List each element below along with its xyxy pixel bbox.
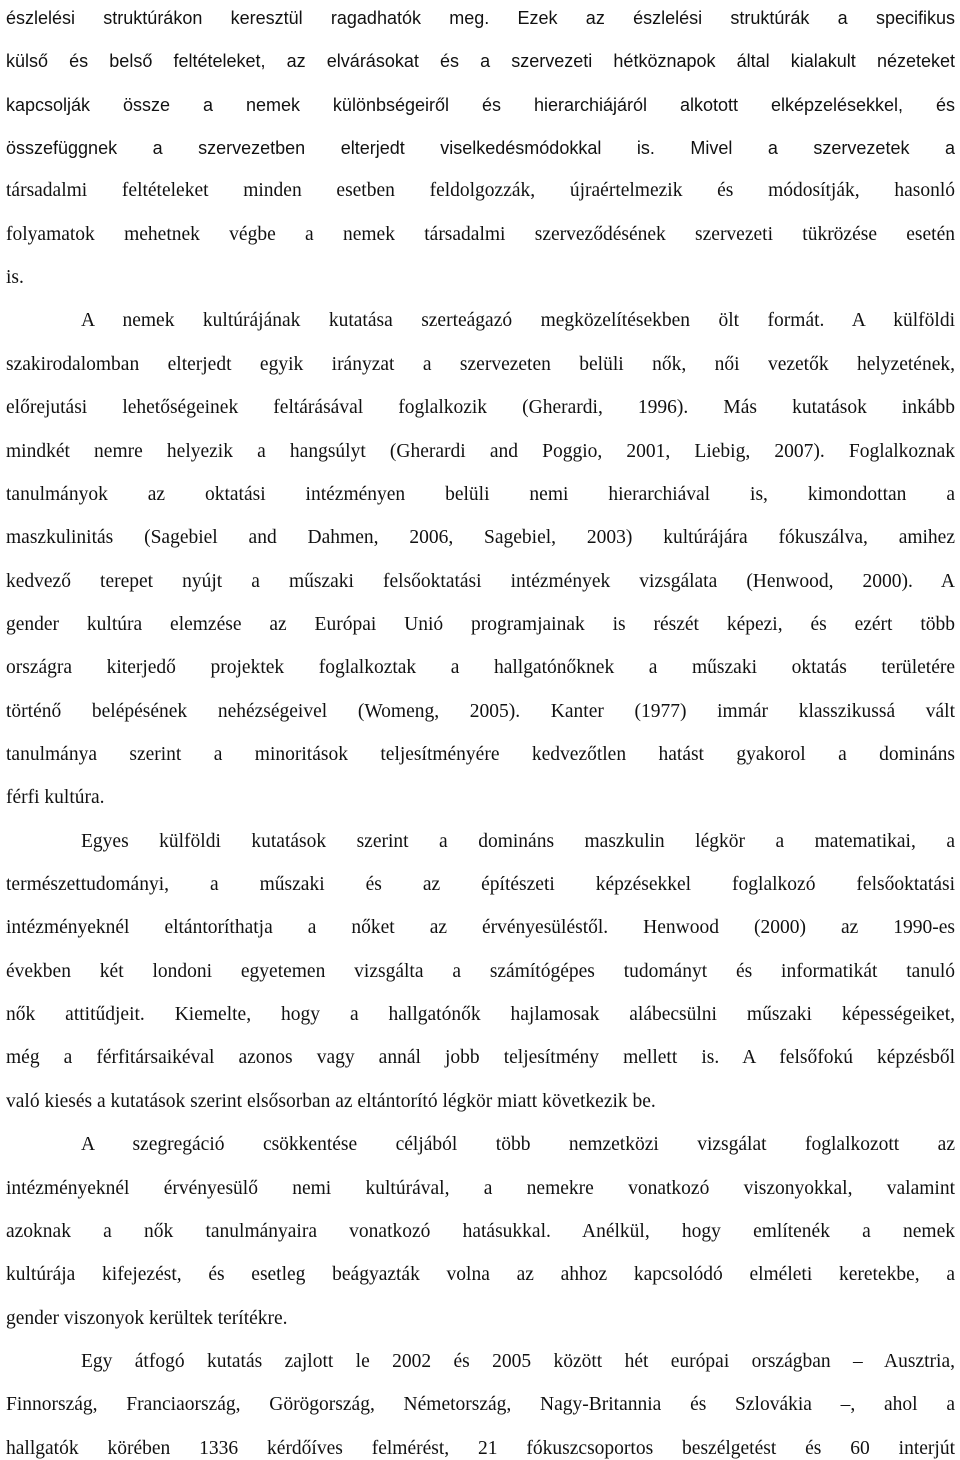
paragraph-first-line: Egyes külföldi kutatások szerint a domináns maszkulin légkör a matematikai, a [81, 830, 955, 852]
text-line: való kiesés a kutatások szerint elsősorban az eltántorító légkör miatt következik be. [6, 1090, 656, 1112]
text-line: természettudományi, a műszaki és az építészeti képzésekkel foglalkozó felsőoktatási [6, 874, 955, 895]
text-line: Finnország, Franciaország, Görögország, Németország, Nagy-Britannia és Szlovákia –, ahol a [6, 1394, 955, 1416]
text-line: években két londoni egyetemen vizsgálta a számítógépes tudományt és informatikát tanuló [6, 960, 955, 982]
text-line: tanulmánya szerint a minoritások teljesítményére kedvezőtlen hatást gyakorol a domináns [6, 744, 955, 765]
paragraph-first-line: A nemek kultúrájának kutatása szerteágazó megközelítésekben ölt formát. A külföldi [81, 310, 955, 332]
text-line: azoknak a nők tanulmányaira vonatkozó hatásukkal. Anélkül, hogy említenék a nemek [6, 1220, 955, 1242]
text-line: gender kultúra elemzése az Európai Unió programjainak is részét képezi, és ezért több [6, 613, 955, 635]
text-line: még a férfitársaikéval azonos vagy annál jobb teljesítmény mellett is. A felsőfokú képzésből [6, 1047, 955, 1069]
text-line: szakirodalomban elterjedt egyik irányzat a szervezeten belüli nők, női vezetők helyzetének, [6, 353, 955, 375]
text-line: is. [6, 267, 24, 289]
text-line: nők attitűdjeit. Kiemelte, hogy a hallgatónők hajlamosak alábecsülni műszaki képességeiket, [6, 1004, 955, 1026]
paragraph-first-line: A szegregáció csökkentése céljából több nemzetközi vizsgálat foglalkozott az [81, 1134, 955, 1156]
text-line: észlelési struktúrákon keresztül ragadhatók meg. Ezek az észlelési struktúrák a specifikus [6, 8, 955, 28]
text-line: intézményeknél eltántoríthatja a nőket az érvényesüléstől. Henwood (2000) az 1990-es [6, 917, 955, 939]
text-line: gender viszonyok kerültek terítékre. [6, 1307, 288, 1329]
text-line: kedvező terepet nyújt a műszaki felsőoktatási intézmények vizsgálata (Henwood, 2000). A [6, 570, 955, 592]
text-line: maszkulinitás (Sagebiel and Dahmen, 2006, Sagebiel, 2003) kultúrájára fókuszálva, amihez [6, 527, 955, 549]
text-line: előrejutási lehetőségeinek feltárásával foglalkozik (Gherardi, 1996). Más kutatások inkább [6, 397, 955, 419]
text-line: intézményeknél érvényesülő nemi kultúrával, a nemekre vonatkozó viszonyokkal, valamint [6, 1177, 955, 1199]
text-line: kapcsolják össze a nemek különbségeiről és hierarchiájáról alkotott elképzelésekkel, és [6, 94, 955, 115]
text-line: összefüggnek a szervezetben elterjedt viselkedésmódokkal is. Mivel a szervezetek a [6, 138, 955, 159]
text-line: mindkét nemre helyezik a hangsúlyt (Gherardi and Poggio, 2001, Liebig, 2007). Foglalkoznak [6, 440, 955, 462]
text-line: hallgatók körében 1336 kérdőíves felmérést, 21 fókuszcsoportos beszélgetést és 60 interjút [6, 1437, 955, 1459]
text-line: országra kiterjedő projektek foglalkoztak a hallgatónőknek a műszaki oktatás területére [6, 657, 955, 679]
text-line: férfi kultúra. [6, 787, 105, 809]
text-line: folyamatok mehetnek végbe a nemek társadalmi szerveződésének szervezeti tükrözése esetén [6, 223, 955, 245]
text-line: történő belépésének nehézségeivel (Womeng, 2005). Kanter (1977) immár klasszikussá vált [6, 700, 955, 722]
text-line: társadalmi feltételeket minden esetben feldolgozzák, újraértelmezik és módosítják, hasonló [6, 180, 955, 202]
text-line: külső és belső feltételeket, az elvárásokat és a szervezeti hétköznapok által kialakult nézeteket [6, 51, 955, 72]
text-line: tanulmányok az oktatási intézményen belüli nemi hierarchiával is, kimondottan a [6, 483, 955, 505]
paragraph-first-line: Egy átfogó kutatás zajlott le 2002 és 2005 között hét európai országban – Ausztria, [81, 1350, 955, 1372]
text-line: kultúrája kifejezést, és esetleg beágyazták volna az ahhoz kapcsolódó elméleti keretekbe, a [6, 1264, 955, 1286]
